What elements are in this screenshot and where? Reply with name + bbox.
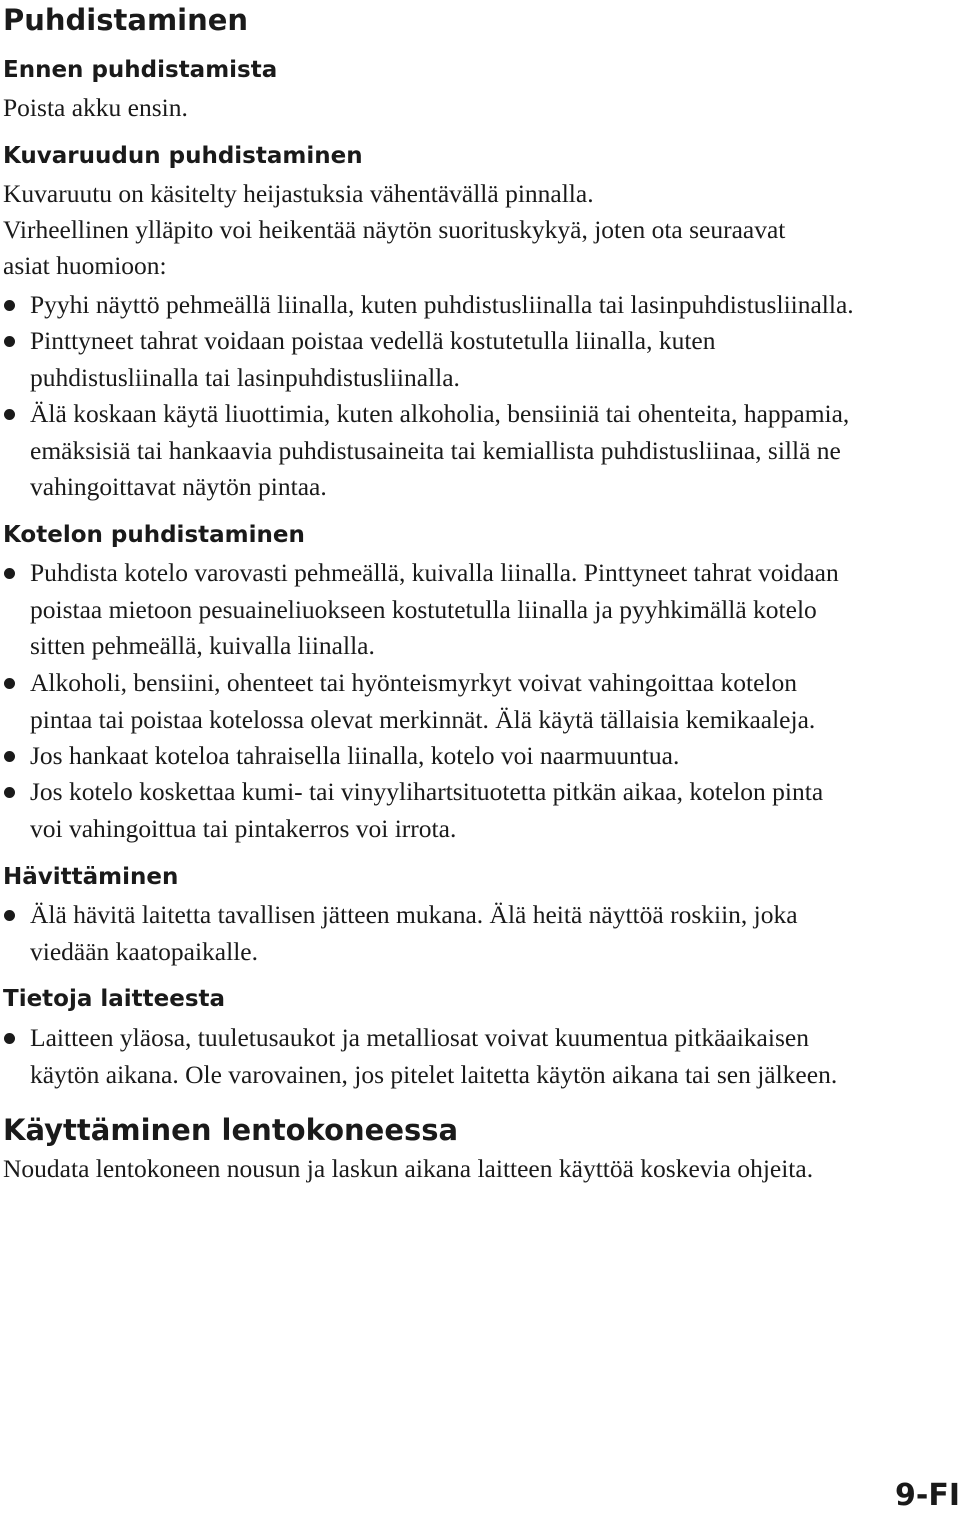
- text-line: Älä hävitä laitetta tavallisen jätteen mukana. Älä heitä näyttöä roskiin, joka: [30, 900, 798, 929]
- text-line: Puhdista kotelo varovasti pehmeällä, kuivalla liinalla. Pinttyneet tahrat voidaan: [30, 558, 839, 587]
- text-line: sitten pehmeällä, kuivalla liinalla.: [30, 631, 375, 660]
- text-line: pintaa tai poistaa kotelossa olevat merkinnät. Älä käytä tällaisia kemikaaleja.: [30, 704, 816, 734]
- list-item: [3, 738, 953, 775]
- list-item: [3, 555, 953, 665]
- list-item: [3, 897, 953, 970]
- text-line: Virheellinen ylläpito voi heikentää näytön suorituskykyä, joten ota seuraavat: [3, 215, 786, 244]
- bullet-icon: [4, 910, 15, 921]
- text-line: vahingoittavat näytön pintaa.: [30, 472, 327, 501]
- bullet-icon: [4, 751, 15, 762]
- section-heading-before-cleaning: Ennen puhdistamista: [3, 57, 278, 83]
- list-item: [3, 396, 953, 506]
- airplane-text: Noudata lentokoneen nousun ja laskun aikana laitteen käyttöä koskevia ohjeita.: [3, 1154, 814, 1183]
- page-number: 9-FI: [895, 1478, 960, 1513]
- text-line: Pyyhi näyttö pehmeällä liinalla, kuten puhdistusliinalla tai lasinpuhdistusliinalla.: [30, 290, 854, 319]
- text-line: emäksisiä tai hankaavia puhdistusaineita tai kemiallista puhdistusliinaa, sillä ne: [30, 435, 841, 465]
- text-line: Jos hankaat koteloa tahraisella liinalla, kotelo voi naarmuuntua.: [30, 741, 680, 770]
- bullet-icon: [4, 787, 15, 798]
- bullet-icon: [4, 1033, 15, 1044]
- list-item: [3, 287, 953, 324]
- section-heading-screen-cleaning: Kuvaruudun puhdistaminen: [3, 143, 363, 169]
- section-heading-device-info: Tietoja laitteesta: [3, 986, 226, 1012]
- section-heading-case-cleaning: Kotelon puhdistaminen: [3, 522, 305, 548]
- screen-cleaning-intro: [3, 176, 953, 284]
- bullet-icon: [4, 300, 15, 311]
- text-line: viedään kaatopaikalle.: [30, 936, 258, 966]
- bullet-icon: [4, 568, 15, 579]
- list-item: [3, 665, 953, 738]
- bullet-icon: [4, 336, 15, 347]
- text-line: Alkoholi, bensiini, ohenteet tai hyönteismyrkyt voivat vahingoittaa kotelon: [30, 668, 797, 697]
- text-line: poistaa mietoon pesuaineliuokseen kostutetulla liinalla ja pyyhkimällä kotelo: [30, 594, 817, 624]
- bullet-icon: [4, 409, 15, 420]
- text-line: voi vahingoittua tai pintakerros voi irrota.: [30, 813, 457, 843]
- section-heading-airplane: Käyttäminen lentokoneessa: [3, 1113, 459, 1147]
- text-line: Pinttyneet tahrat voidaan poistaa vedellä kostutetulla liinalla, kuten: [30, 326, 716, 355]
- text-line: asiat huomioon:: [3, 251, 167, 280]
- text-line: Älä koskaan käytä liuottimia, kuten alkoholia, bensiiniä tai ohenteita, happamia,: [30, 399, 850, 428]
- list-item: [3, 774, 953, 847]
- section-heading-disposal: Hävittäminen: [3, 864, 179, 890]
- page-title: Puhdistaminen: [3, 3, 249, 37]
- text-line: puhdistusliinalla tai lasinpuhdistusliinalla.: [30, 362, 460, 392]
- text-line: Jos kotelo koskettaa kumi- tai vinyylihartsituotetta pitkän aikaa, kotelon pinta: [30, 777, 824, 806]
- before-cleaning-text: Poista akku ensin.: [3, 93, 188, 122]
- list-item: [3, 1020, 953, 1093]
- list-item: [3, 323, 953, 396]
- text-line: Laitteen yläosa, tuuletusaukot ja metalliosat voivat kuumentua pitkäaikaisen: [30, 1023, 809, 1052]
- text-line: käytön aikana. Ole varovainen, jos pitelet laitetta käytön aikana tai sen jälkeen.: [30, 1059, 838, 1089]
- bullet-icon: [4, 678, 15, 689]
- text-line: Kuvaruutu on käsitelty heijastuksia vähentävällä pinnalla.: [3, 179, 594, 208]
